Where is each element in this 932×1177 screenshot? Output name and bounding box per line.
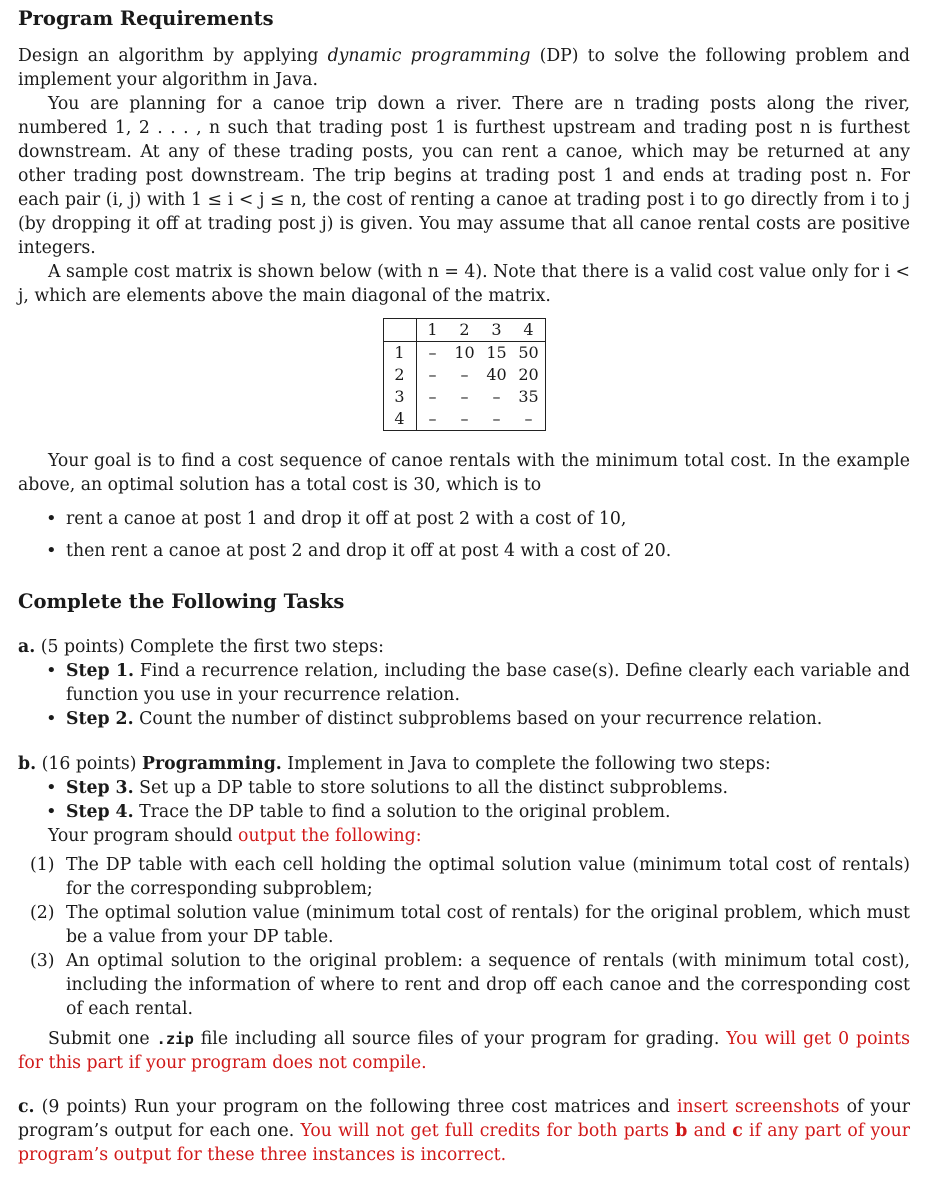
goal-paragraph: Your goal is to find a cost sequence of canoe rentals with the minimum total cost. In the example above, an optimal solution has a total cost is 30, which is to — [18, 451, 910, 495]
matrix-cell: – — [428, 343, 437, 362]
matrix-col-header: 2 — [449, 319, 481, 342]
matrix-cell: 10 — [454, 343, 475, 362]
task-a — [18, 635, 910, 731]
task-c-text: c. (9 points) Run your program on the following three cost matrices and insert screenshots of your program’s output for each one. You will not get full credits for both parts b and c if any part of your program’s output for these three instances is incorrect. — [18, 1097, 911, 1165]
task-b-steps — [18, 776, 910, 824]
matrix-cell: – — [481, 408, 513, 431]
matrix-cell: 35 — [513, 386, 546, 408]
matrix-col-header: 4 — [513, 319, 546, 342]
matrix-row — [383, 408, 545, 431]
matrix-cell: – — [460, 365, 469, 384]
output-list — [18, 853, 910, 1021]
matrix-cell: – — [492, 387, 501, 406]
task-b — [18, 752, 910, 1075]
list-item: • Step 3. Set up a DP table to store solutions to all the distinct subproblems. — [18, 776, 910, 800]
submission-note: Submit one .zip file including all source files of your program for grading. You will get 0 points for this part if your program does not compile. — [18, 1029, 910, 1073]
matrix-cell: 20 — [513, 364, 546, 386]
intro-paragraph: Design an algorithm by applying dynamic programming (DP) to solve the following problem and implement your algorithm in Java. — [18, 46, 910, 90]
task-c — [18, 1095, 910, 1167]
matrix-cell: – — [428, 387, 437, 406]
matrix-cell: – — [513, 408, 546, 431]
problem-paragraph: You are planning for a canoe trip down a river. There are n trading posts along the river, numbered 1, 2 . . . , n such that trading post 1 is furthest upstream and trading post n is furthest downstream. At any of these trading posts, you can rent a canoe, which may be returned at any other trading post downstream. The trip begins at trading post 1 and ends at trading post n. For each pair (i, j) with 1 ≤ i < j ≤ n, the cost of renting a canoe at trading post i to go directly from i to j (by dropping it off at trading post j) is given. You may assume that all canoe rental costs are positive integers. — [18, 94, 910, 258]
matrix-col-header: 1 — [416, 319, 449, 342]
task-a-intro: a. (5 points) Complete the first two steps: — [18, 637, 384, 657]
list-item: • then rent a canoe at post 2 and drop it off at post 4 with a cost of 20. — [18, 539, 910, 563]
matrix-row-label: 4 — [383, 408, 416, 431]
matrix-note-paragraph: A sample cost matrix is shown below (with n = 4). Note that there is a valid cost value only for i < j, which are elements above the main diagonal of the matrix. — [18, 262, 910, 306]
example-solution-list — [18, 507, 910, 563]
matrix-cell: 15 — [486, 343, 507, 362]
matrix-row-label: 3 — [383, 386, 416, 408]
matrix-row-label: 2 — [383, 364, 416, 386]
list-item: • Step 2. Count the number of distinct subproblems based on your recurrence relation. — [18, 707, 910, 731]
output-requirements: Your program should output the following: — [48, 826, 422, 846]
matrix-header-row — [383, 319, 545, 342]
list-item: • Step 1. Find a recurrence relation, including the base case(s). Define clearly each variable and function you use in your recurrence relation. — [18, 659, 910, 707]
matrix-cell: – — [428, 365, 437, 384]
matrix-cell: – — [416, 408, 449, 431]
matrix-row — [383, 364, 545, 386]
list-item: (3) An optimal solution to the original problem: a sequence of rentals (with minimum total cost), including the information of where to rent and drop off each canoe and the corresponding cost of each rental. — [30, 951, 910, 1019]
matrix-cell: 50 — [513, 342, 546, 365]
task-a-steps — [18, 659, 910, 731]
list-item: • rent a canoe at post 1 and drop it off at post 2 with a cost of 10, — [18, 507, 910, 531]
task-b-intro: b. (16 points) Programming. Implement in Java to complete the following two steps: — [18, 754, 771, 774]
matrix-cell: 40 — [486, 365, 507, 384]
list-item: (2) The optimal solution value (minimum total cost of rentals) for the original problem, which must be a value from your DP table. — [30, 903, 910, 947]
matrix-row — [383, 342, 545, 365]
page-title: Program Requirements — [18, 7, 274, 30]
tasks-heading: Complete the Following Tasks — [18, 590, 345, 613]
matrix-cell: – — [449, 408, 481, 431]
cost-matrix — [383, 318, 546, 431]
matrix-col-header: 3 — [481, 319, 513, 342]
matrix-row-label: 1 — [383, 342, 416, 365]
matrix-row — [383, 386, 545, 408]
list-item: • Step 4. Trace the DP table to find a solution to the original problem. — [18, 800, 910, 824]
list-item: (1) The DP table with each cell holding the optimal solution value (minimum total cost of rentals) for the corresponding subproblem; — [30, 855, 910, 899]
matrix-corner — [383, 319, 416, 342]
matrix-cell: – — [460, 387, 469, 406]
cost-matrix-container — [18, 318, 910, 431]
